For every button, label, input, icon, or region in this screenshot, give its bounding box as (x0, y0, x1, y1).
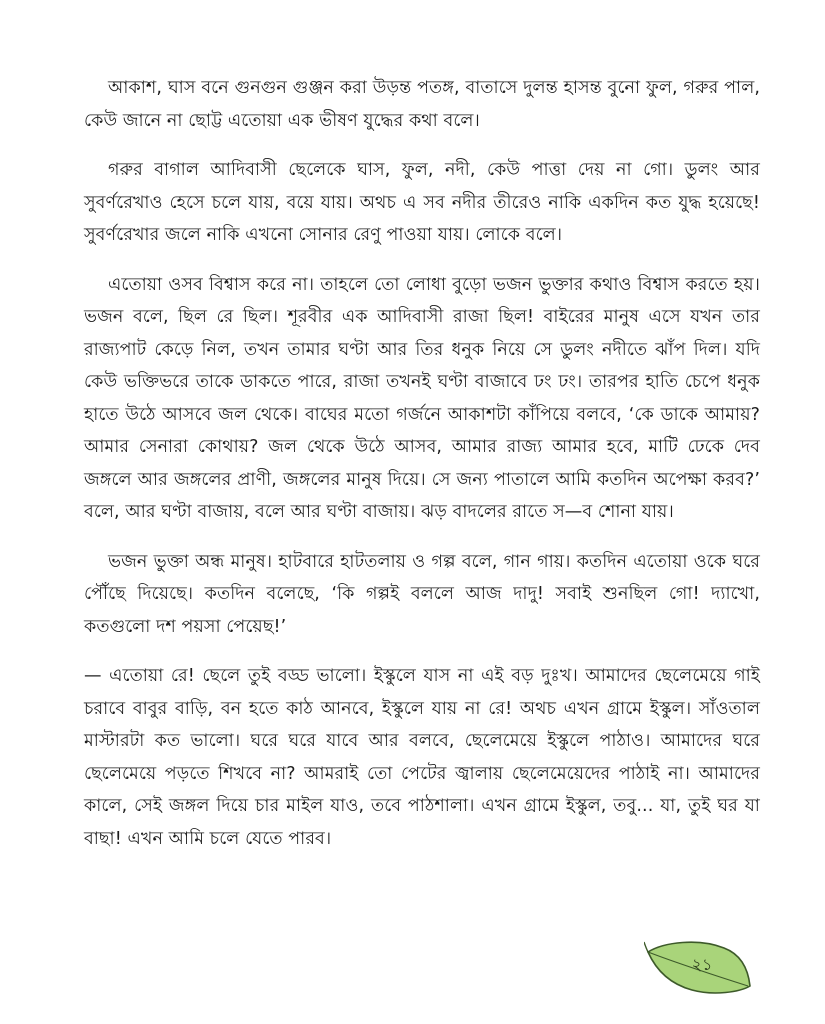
paragraph-5: — এতোয়া রে! ছেলে তুই বড্ড ভালো। ইস্কুলে যাস না এই বড় দুঃখ। আমাদের ছেলেমেয়ে গাই চরাবে বাবুর বাড়ি, বন হতে কাঠ আনবে, ইস্কুলে যায় না রে! অথচ এখন গ্রামে ইস্কুল। সাঁওতাল মাস্টারটা কত ভালো। ঘরে ঘরে যাবে আর বলবে, ছেলেমেয়ে ইস্কুলে পাঠাও। আমাদের ঘরে ছেলেমেয়ে পড়তে শিখবে না? আমরাই তো পেটের জ্বালায় ছেলেমেয়েদের পাঠাই না। আমাদের কালে, সেই জঙ্গল দিয়ে চার মাইল যাও, তবে পাঠশালা। এখন গ্রামে ইস্কুল, তবু... যা, তুই ঘর যা বাছা! এখন আমি চলে যেতে পারব। (84, 666, 760, 849)
paragraph-1: আকাশ, ঘাস বনে গুনগুন গুঞ্জন করা উড়ন্ত পতঙ্গ, বাতাসে দুলন্ত হাসন্ত বুনো ফুল, গরুর পাল, কেউ জানে না ছোট্ট এতোয়া এক ভীষণ যুদ্ধের কথা বলে। (84, 78, 760, 131)
paragraph-2: গরুর বাগাল আদিবাসী ছেলেকে ঘাস, ফুল, নদী, কেউ পাত্তা দেয় না গো। ডুলং আর সুবর্ণরেখাও হেসে চলে যায়, বয়ে যায়। অথচ এ সব নদীর তীরেও নাকি একদিন কত যুদ্ধ হয়েছে! সুবর্ণরেখার জলে নাকি এখনো সোনার রেণু পাওয়া যায়। লোকে বলে। (84, 160, 760, 245)
paragraph-4: ভজন ভুক্তা অন্ধ মানুষ। হাটবারে হাটতলায় ও গল্প বলে, গান গায়। কতদিন এতোয়া ওকে ঘরে পৌঁছে দিয়েছে। কতদিন বলেছে, ‘কি গল্পই বললে আজ দাদু! সবাই শুনছিল গো! দ্যাখো, কতগুলো দশ পয়সা পেয়েছ!’ (84, 551, 760, 637)
paragraph-3: এতোয়া ওসব বিশ্বাস করে না। তাহলে তো লোধা বুড়ো ভজন ভুক্তার কথাও বিশ্বাস করতে হয়। ভজন বলে, ছিল রে ছিল। শূরবীর এক আদিবাসী রাজা ছিল! বাইরের মানুষ এসে যখন তার রাজ্যপাট কেড়ে নিল, তখন তামার ঘণ্টা আর তির ধনুক নিয়ে সে ডুলং নদীতে ঝাঁপ দিল। যদি কেউ ভক্তিভরে তাকে ডাকতে পারে, রাজা তখনই ঘণ্টা বাজাবে ঢং ঢং। তারপর হাতি চেপে ধনুক হাতে উঠে আসবে জল থেকে। বাঘের মতো গর্জনে আকাশটা কাঁপিয়ে বলবে, ‘কে ডাকে আমায়? আমার সেনারা কোথায়? জল থেকে উঠে আসব, আমার রাজ্য আমার হবে, মাটি ঢেকে দেব জঙ্গলে আর জঙ্গলের প্রাণী, জঙ্গলের মানুষ দিয়ে। সে জন্য পাতালে আমি কতদিন অপেক্ষা করব?’ বলে, আর ঘণ্টা বাজায়, বলে আর ঘণ্টা বাজায়। ঝড় বাদলের রাতে স—ব শোনা যায়। (84, 274, 760, 522)
page-number: ২১ (691, 955, 713, 974)
page-body (84, 72, 760, 872)
leaf-stem (644, 942, 648, 952)
